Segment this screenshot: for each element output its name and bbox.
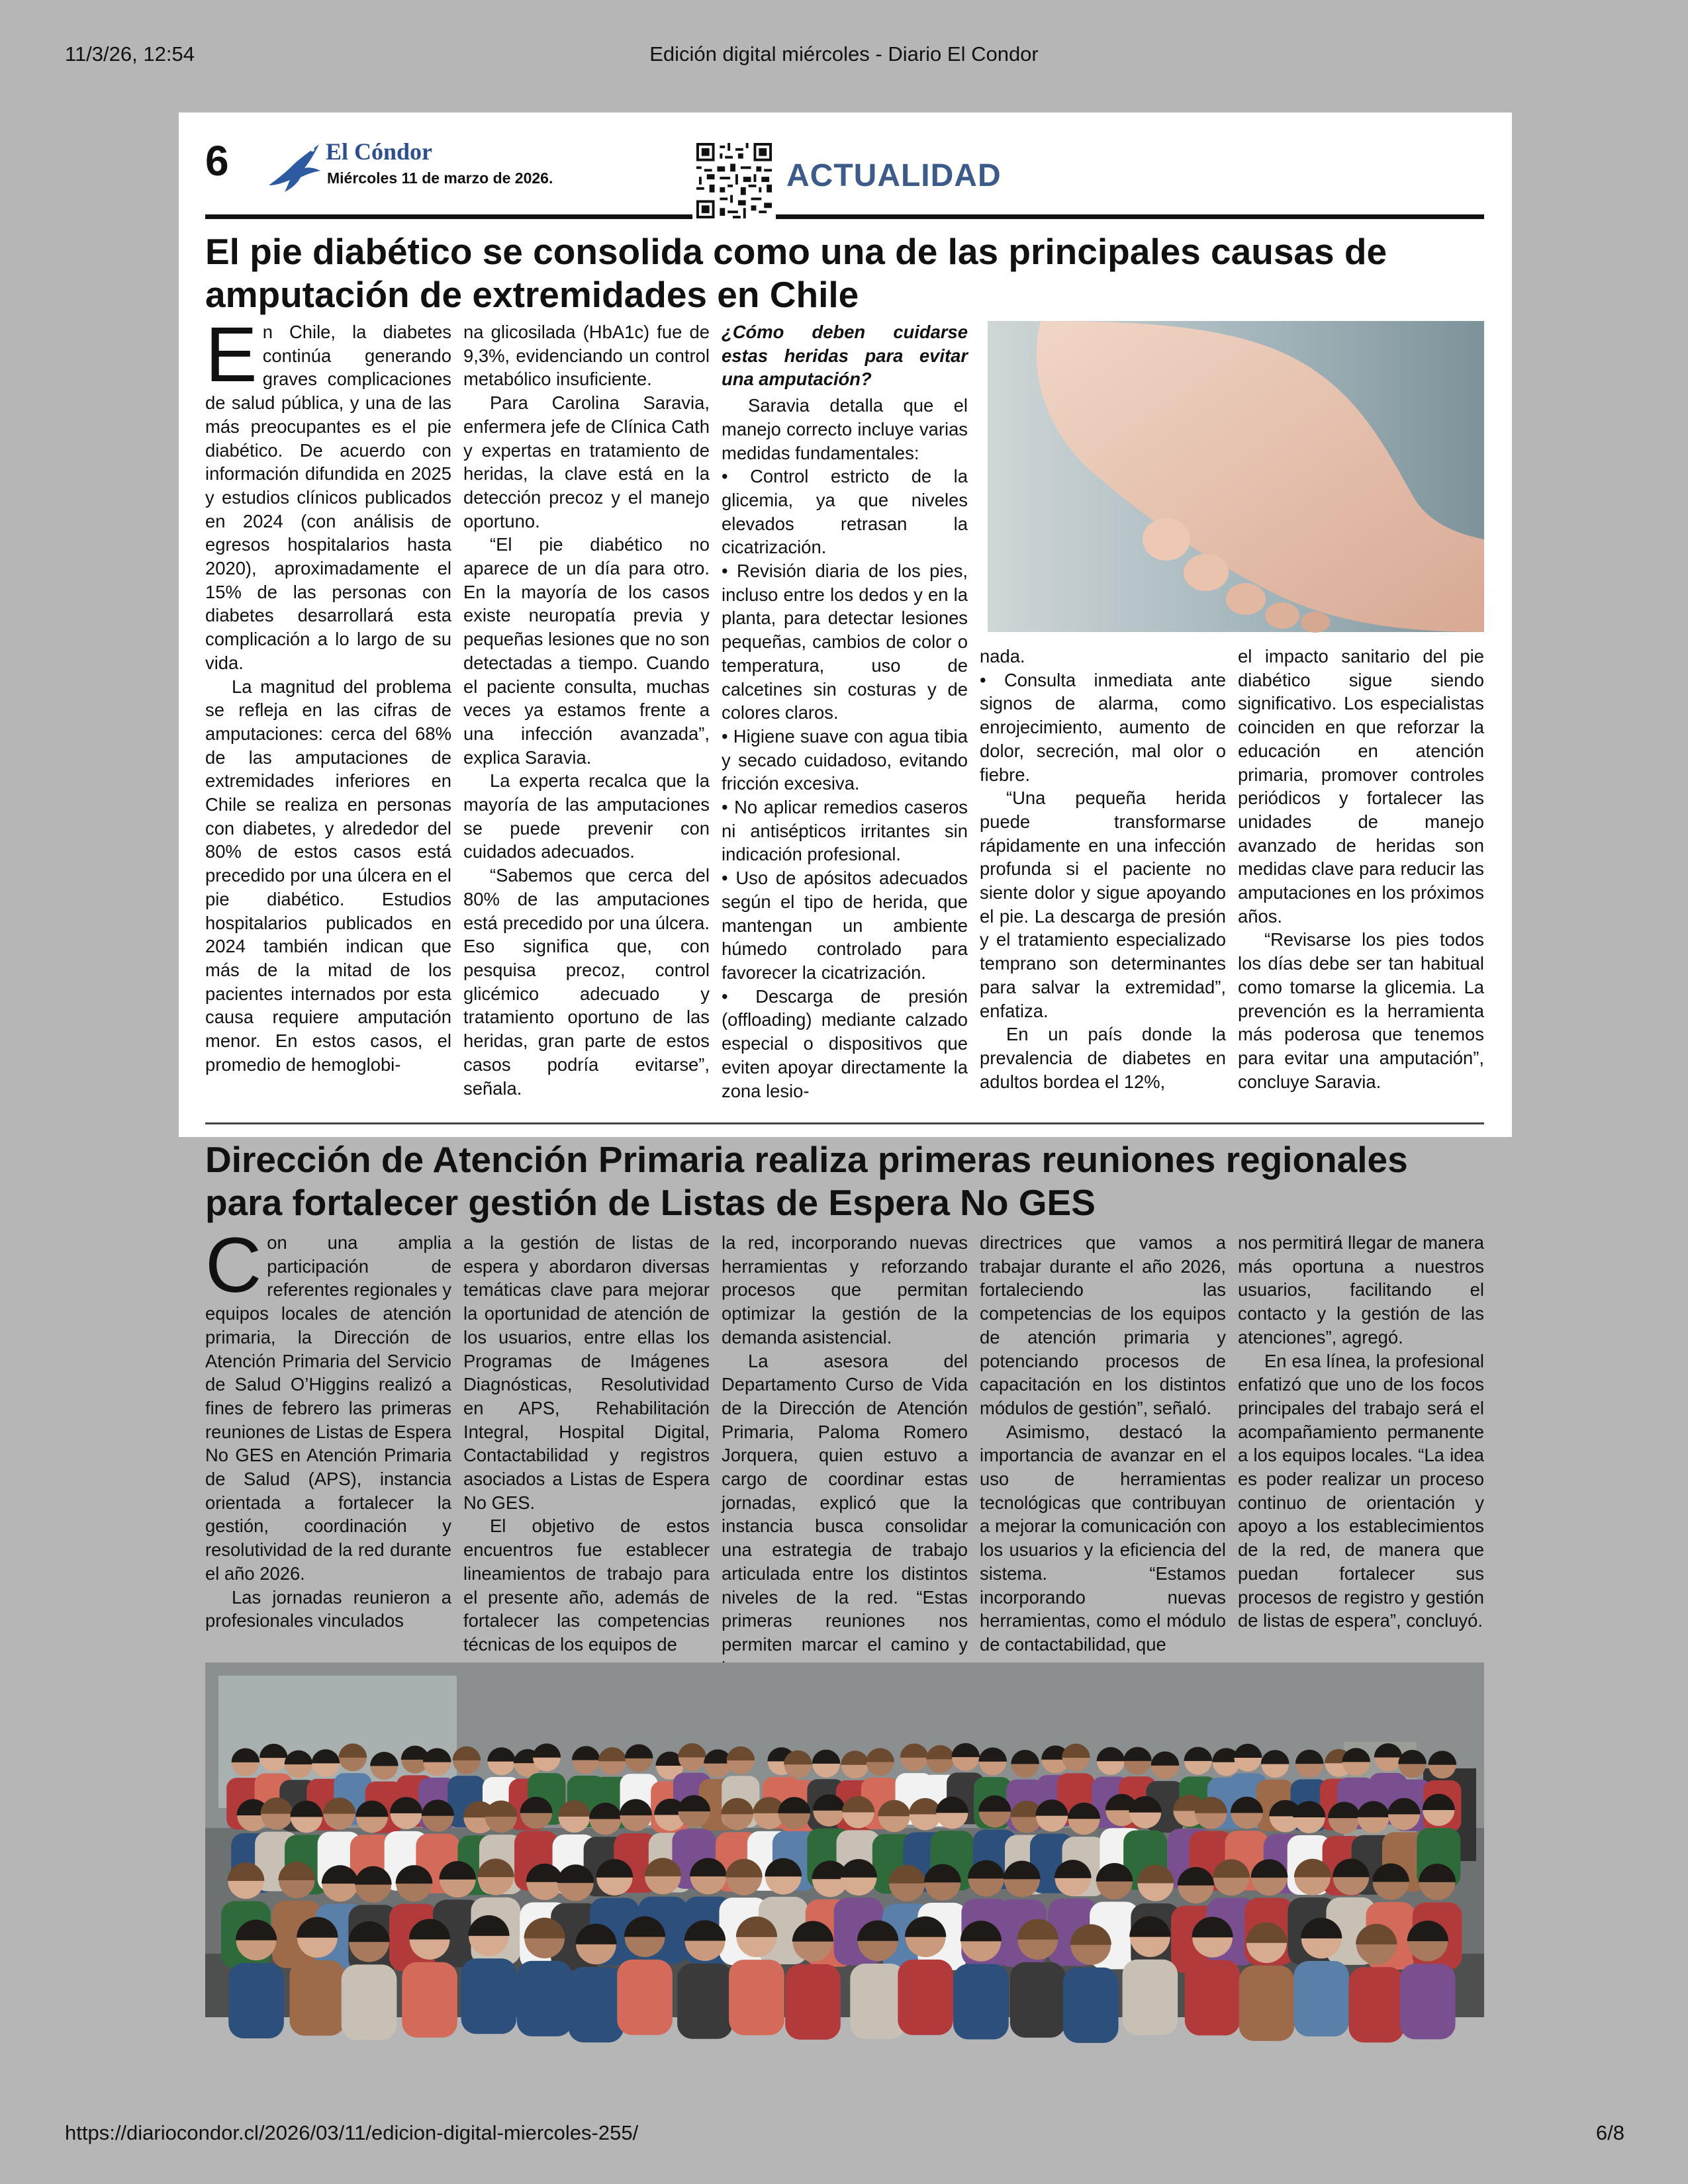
foot-photo [988,321,1484,632]
article1-paragraph: Para Carolina Saravia, enfermera jefe de Clínica Cath y expertas en tratamiento de heridas, la clave está en la detección precoz y el manejo oportuno. [463,392,710,531]
article1-paragraph: “Sabemos que cerca del 80% de las amputaciones está precedido por una úlcera. Eso significa que, con pesquisa precoz, control glicémico adecuado y tratamiento oportuno de las heridas, gran parte de estos casos podría evitarse”, señala. [463,865,710,1099]
article1-bullet: • Consulta inmediata ante signos de alarma, como enrojecimiento, aumento de dolor, secreción, mal olor o fiebre. [980,669,1226,785]
article1-paragraph: La magnitud del problema se refleja en las cifras de amputaciones: cerca del 68% de las amputaciones de extremidades inferiores en Chile se realiza en personas con diabetes, y alrededor del 80% de estos casos está precedido por una úlcera en el pie diabético. Estudios hospitalarios publicados en 2024 también indican que más de la mitad de los pacientes internados por esta causa requiere amputación menor. En estos casos, el promedio de hemoglobi- [205,676,451,1075]
person-body [953,1964,1009,2039]
article2-column-1 [205,1222,451,1655]
article1-headline: El pie diabético se consolida como una de las principales causas de amputación de extremidades en Chile [205,231,1387,315]
article2-paragraph: directrices que vamos a trabajar durante el año 2026, fortaleciendo las competencias de los equipos de atención primaria y potenciando procesos de capacitación en los distintos módulos de gestión”, señaló. [980,1232,1226,1418]
section-label: ACTUALIDAD [786,158,1002,193]
article1-paragraph: Saravia detalla que el manejo correcto incluye varias medidas fundamentales: [722,395,968,463]
article2-paragraph: nos permitirá llegar de manera más oportuna a nuestros usuarios, facilitando el contacto y la gestión de las atenciones”, agregó. [1238,1232,1484,1347]
person-body [461,1958,517,2034]
article2-column-5 [1238,1231,1484,1655]
logo-name: El Cóndor [326,138,433,165]
article2-paragraph: Las jornadas reunieron a profesionales vinculados [205,1586,451,1631]
person-body [677,1964,733,2039]
drop-cap: C [205,1222,262,1309]
person-body [1400,1964,1456,2039]
person-body [569,1967,624,2042]
article1-paragraph: na glicosilada (HbA1c) fue de 9,3%, evidenciando un control metabólico insuficiente. [463,322,710,390]
print-datetime: 11/3/26, 12:54 [65,42,195,66]
article1-bullet: • Revisión diaria de los pies, incluso entre los dedos y en la planta, para detectar lesiones pequeñas, cambios de color o temperatura, uso de calcetines sin costuras y de colores claros. [722,561,968,723]
person-body [290,1960,346,2036]
article1-paragraph: La experta recalca que la mayoría de las amputaciones se puede prevenir con cuidados adecuados. [463,770,710,862]
person-body [1348,1967,1404,2042]
person-body [617,1960,673,2035]
article2-paragraph: En esa línea, la profesional enfatizó que uno de los focos principales del trabajo será el acompañamiento permanente a los equipos locales. “La idea es poder realizar un proceso continuo de orientación y apoyo a los establecimientos de la red, de manera que puedan fortalecer sus procesos de registro y gestión de listas de espera”, concluyó. [1238,1350,1484,1631]
article1-paragraph: En un país donde la prevalencia de diabetes en adultos bordea el 12%, [980,1024,1226,1092]
article1-column-3 [722,320,968,1115]
person-body [850,1964,906,2039]
condor-logo-icon [266,139,323,196]
article1-column-1 [205,311,451,1115]
person-body [228,1963,284,2038]
person-body [1063,1968,1119,2043]
person-body [898,1960,953,2035]
person-body [342,1964,397,2040]
person-body [1239,1966,1295,2041]
article2-body [205,1222,1484,1655]
article1-paragraph: nada. [980,646,1025,666]
article2-column-2 [463,1231,710,1655]
print-page-counter: 6/8 [1595,2121,1624,2144]
article1-subheading: ¿Cómo deben cuidarse estas heridas para evitar una amputación? [722,322,968,390]
article2-column-4 [980,1231,1226,1655]
article2-paragraph: El objetivo de estos encuentros fue establecer lineamientos de trabajo para el presente año, además de fortalecer las competencias técnicas de los equipos de [463,1516,710,1655]
person-body [729,1960,784,2035]
qr-code-icon [696,143,772,218]
article1-column-2 [463,320,710,1115]
article1-bullet: • Uso de apósitos adecuados según el tipo de herida, que mantengan un ambiente húmedo controlado para favorecer la cicatrización. [722,868,968,983]
drop-cap: E [205,311,258,398]
print-url[interactable]: https://diariocondor.cl/2026/03/11/edicion-digital-miercoles-255/ [65,2121,639,2144]
article1-paragraph: “Revisarse los pies todos los días debe ser tan habitual como tomarse la glicemia. La prevención es la herramienta más poderosa que tenemos para evitar una amputación”, concluye Saravia. [1238,929,1484,1092]
article-divider [205,1122,1484,1124]
person-body [1123,1960,1178,2035]
page-number: 6 [205,137,229,185]
person-body [402,1962,457,2038]
article1-bullet: • No aplicar remedios caseros ni antisépticos irritantes sin indicación profesional. [722,797,968,865]
person-body [1010,1962,1066,2038]
article1-bullet: • Higiene suave con agua tibia y secado cuidadoso, evitando fricción excesiva. [722,725,968,794]
article1-bullet: • Descarga de presión (offloading) mediante calzado especial o dispositivos que eviten apoyar directamente la zona lesio- [722,985,968,1101]
article2-column-3 [722,1231,968,1655]
article1-paragraph: En Chile, la diabetes continúa generando graves complicaciones de salud pública, y una de las más preocupantes es el pie diabético. De acuerdo con información difundida en 2025 y estudios clínicos publicados en 2024 (con análisis de egresos hospitalarios hasta 2020), aproximadamente el 15% de las personas con diabetes desarrollará esta complicación a lo largo de su vida. [205,311,451,673]
masthead-rule-right [776,214,1484,219]
group-photo [205,1662,1484,2017]
article1-paragraph: “Una pequeña herida puede transformarse rápidamente en una infección profunda si el paciente no siente dolor y sigue apoyando el pie. La descarga de presión y el tratamiento especializado temprano son determinantes para salvar la extremidad”, enfatiza. [980,788,1226,1021]
article2-headline: Dirección de Atención Primaria realiza primeras reuniones regionales para fortalecer gestión de Listas de Espera No GES [205,1139,1408,1223]
article2-paragraph: a la gestión de listas de espera y abordaron diversas temáticas clave para mejorar la oportunidad de atención de los usuarios, entre ellas los Programas de Imágenes Diagnósticas, Resolutividad en APS, Rehabilitación Integral, Hospital Digital, Contactabilidad y registros asociados a Listas de Espera No GES. [463,1232,710,1513]
person-body [517,1961,573,2036]
person-body [1293,1961,1349,2036]
article2-paragraph: La asesora del Departamento Curso de Vida de la Dirección de Atención Primaria, Paloma Romero Jorquera, quien estuvo a cargo de coordinar estas jornadas, explicó que la instancia busca consolidar una estrategia de trabajo articulada entre los distintos niveles de la red. “Estas primeras reuniones nos permiten marcar el camino y [722,1350,968,1655]
person-body [1185,1960,1241,2036]
print-page-title: Edición digital miércoles - Diario El Condor [649,42,1039,66]
article2-paragraph: Asimismo, destacó la importancia de avanzar en el uso de herramientas tecnológicas que contribuyan a mejorar la comunicación con los usuarios y la eficiencia del sistema. “Estamos incorporando nuevas herramientas, como el módulo de contactabilidad, que [980,1421,1226,1655]
masthead-rule-left [205,214,692,219]
article1-paragraph: “El pie diabético no aparece de un día para otro. En la mayoría de los casos existe neuropatía previa y pequeñas lesiones que no son detectadas a tiempo. Cuando el paciente consulta, muchas veces ya estamos frente a una infección avanzada”, explica Saravia. [463,534,710,768]
article2-paragraph: Con una amplia participación de referentes regionales y equipos locales de atención primaria, la Dirección de Atención Primaria del Servicio de Salud O’Higgins realizó a fines de febrero las primeras reuniones de Listas de Espera No GES en Atención Primaria de Salud (APS), instancia orientada a fortalecer la gestión, coordinación y resolutividad de la red durante el año 2026. [205,1222,451,1584]
article1-paragraph: el impacto sanitario del pie diabético sigue siendo significativo. Los especialistas coinciden en que reforzar la educación en atención primaria, promover controles periódicos y fortalecer las unidades de manejo avanzado de heridas son medidas clave para reducir las amputaciones en los próximos años. [1238,646,1484,927]
person-body [785,1964,841,2040]
article2-paragraph: la red, incorporando nuevas herramientas y reforzando procesos que permitan optimizar la gestión de la demanda asistencial. [722,1232,968,1347]
article1-bullet: • Control estricto de la glicemia, ya que niveles elevados retrasan la cicatrización. [722,466,968,558]
edition-date: Miércoles 11 de marzo de 2026. [327,169,553,187]
